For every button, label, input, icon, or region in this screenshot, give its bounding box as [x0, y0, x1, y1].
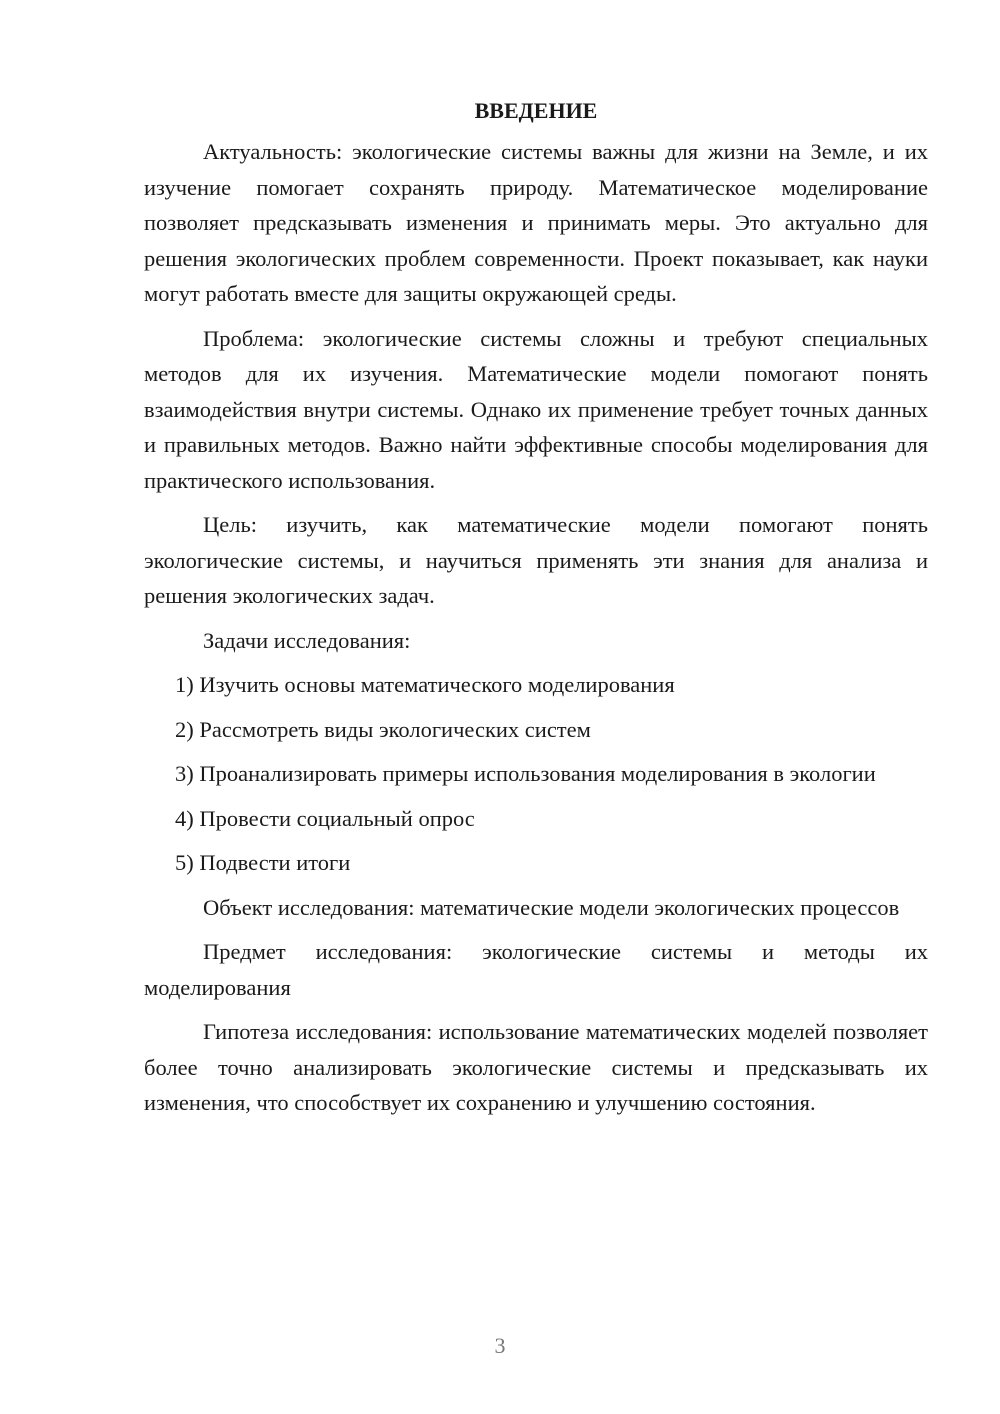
paragraph-goal: Цель: изучить, как математические модели помогают понять экологические системы, и научиться применять эти знания для анализа и решения экологических задач.	[144, 512, 928, 608]
task-item: 3) Проанализировать примеры использования моделирования в экологии	[175, 761, 876, 786]
task-item: 4) Провести социальный опрос	[175, 805, 475, 831]
paragraph-relevance: Актуальность: экологические системы важны для жизни на Земле, и их изучение помогает сохранять природу. Математическое моделирование позволяет предсказывать изменения и принимать меры. Это актуально для решения экологических проблем современности. Проект показывает, как науки могут работать вместе для защиты окружающей среды.	[144, 139, 928, 306]
task-item: 2) Рассмотреть виды экологических систем	[175, 716, 591, 742]
paragraph-hypothesis: Гипотеза исследования: использование математических моделей позволяет более точно анализировать экологические системы и предсказывать их изменения, что способствует их сохранению и улучшению состояния.	[144, 1019, 928, 1115]
task-item: 1) Изучить основы математического моделирования	[175, 672, 675, 697]
page-title: ВВЕДЕНИЕ	[474, 98, 598, 123]
page-number: 3	[494, 1333, 506, 1358]
paragraph-problem: Проблема: экологические системы сложны и требуют специальных методов для их изучения. Математические модели помогают понять взаимодействия внутри системы. Однако их применение требует точных данных и правильных методов. Важно найти эффективные способы моделирования для практического использования.	[144, 325, 928, 493]
paragraph-object: Объект исследования: математические модели экологических процессов	[203, 894, 900, 920]
tasks-heading: Задачи исследования:	[203, 627, 411, 653]
task-item: 5) Подвести итоги	[175, 850, 351, 875]
paragraph-subject: Предмет исследования: экологические системы и методы их моделирования	[144, 939, 928, 1000]
page-content	[144, 96, 928, 1130]
